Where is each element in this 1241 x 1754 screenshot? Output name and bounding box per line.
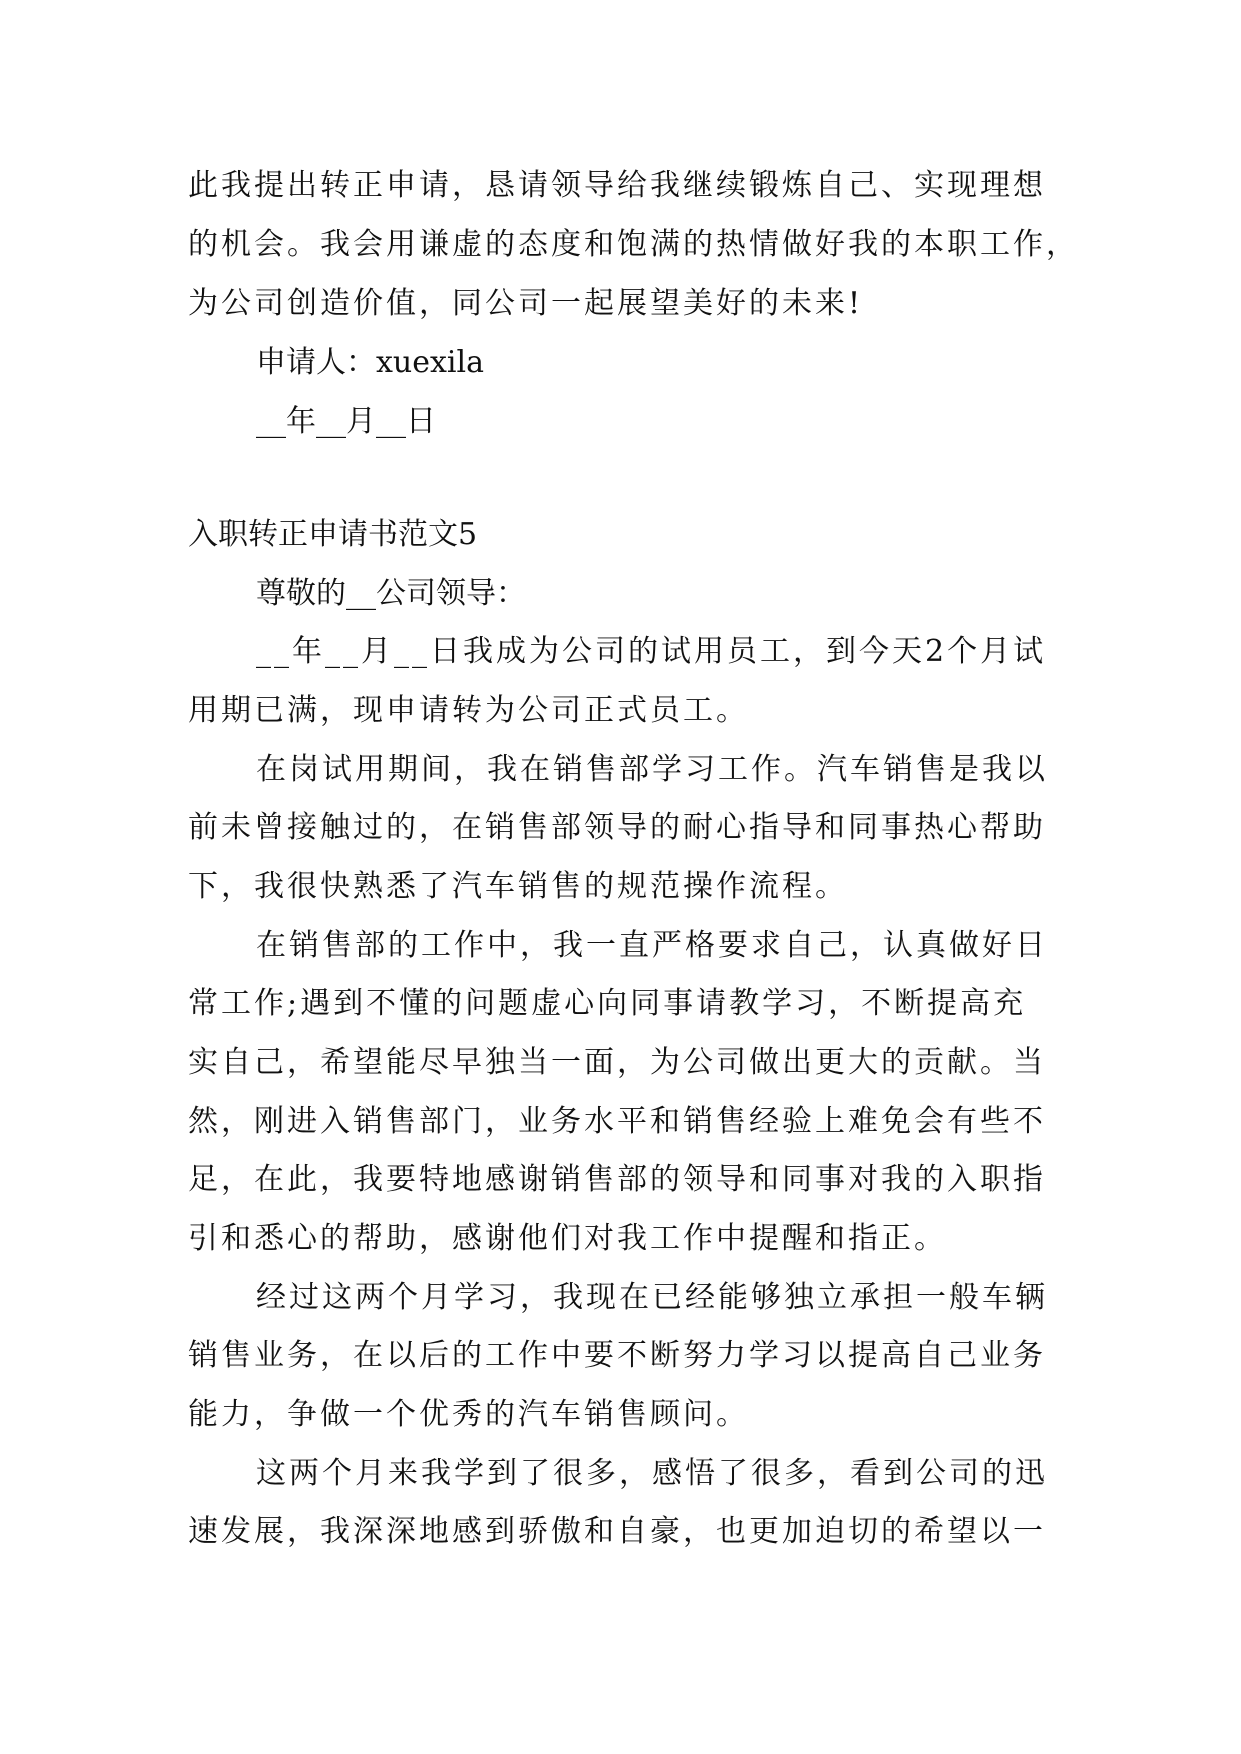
text-line: 前未曾接触过的，在销售部领导的耐心指导和同事热心帮助 bbox=[188, 810, 1046, 845]
text-line: 在岗试用期间，我在销售部学习工作。汽车销售是我以 bbox=[256, 752, 1048, 787]
signature-applicant: 申请人：xuexila bbox=[256, 345, 484, 380]
text-line: 经过这两个月学习，我现在已经能够独立承担一般车辆 bbox=[256, 1280, 1048, 1315]
text-line: 下，我很快熟悉了汽车销售的规范操作流程。 bbox=[188, 869, 848, 904]
text-line: __年__月__日我成为公司的试用员工，到今天2个月试 bbox=[256, 634, 1047, 669]
text-line: 实自己，希望能尽早独当一面，为公司做出更大的贡献。当 bbox=[188, 1045, 1046, 1080]
text-line: 速发展，我深深地感到骄傲和自豪，也更加迫切的希望以一 bbox=[188, 1514, 1046, 1549]
signature-date: __年__月__日 bbox=[256, 404, 436, 439]
text-line: 的机会。我会用谦虚的态度和饱满的热情做好我的本职工作， bbox=[188, 227, 1079, 262]
text-line: 常工作;遇到不懂的问题虚心向同事请教学习，不断提高充 bbox=[188, 986, 1027, 1021]
text-line: 在销售部的工作中，我一直严格要求自己，认真做好日 bbox=[256, 928, 1048, 963]
salutation: 尊敬的__公司领导： bbox=[256, 576, 526, 611]
text-line: 销售业务，在以后的工作中要不断努力学习以提高自己业务 bbox=[188, 1338, 1046, 1373]
section-heading: 入职转正申请书范文5 bbox=[188, 517, 478, 552]
text-line: 用期已满，现申请转为公司正式员工。 bbox=[188, 693, 749, 728]
text-line: 引和悉心的帮助，感谢他们对我工作中提醒和指正。 bbox=[188, 1221, 947, 1256]
text-line: 能力，争做一个优秀的汽车销售顾问。 bbox=[188, 1397, 749, 1432]
text-line: 足，在此，我要特地感谢销售部的领导和同事对我的入职指 bbox=[188, 1162, 1046, 1197]
text-line: 为公司创造价值，同公司一起展望美好的未来! bbox=[188, 286, 864, 321]
text-line: 此我提出转正申请，恳请领导给我继续锻炼自己、实现理想 bbox=[188, 168, 1046, 203]
text-line: 这两个月来我学到了很多，感悟了很多，看到公司的迅 bbox=[256, 1456, 1048, 1491]
text-line: 然，刚进入销售部门，业务水平和销售经验上难免会有些不 bbox=[188, 1104, 1046, 1139]
